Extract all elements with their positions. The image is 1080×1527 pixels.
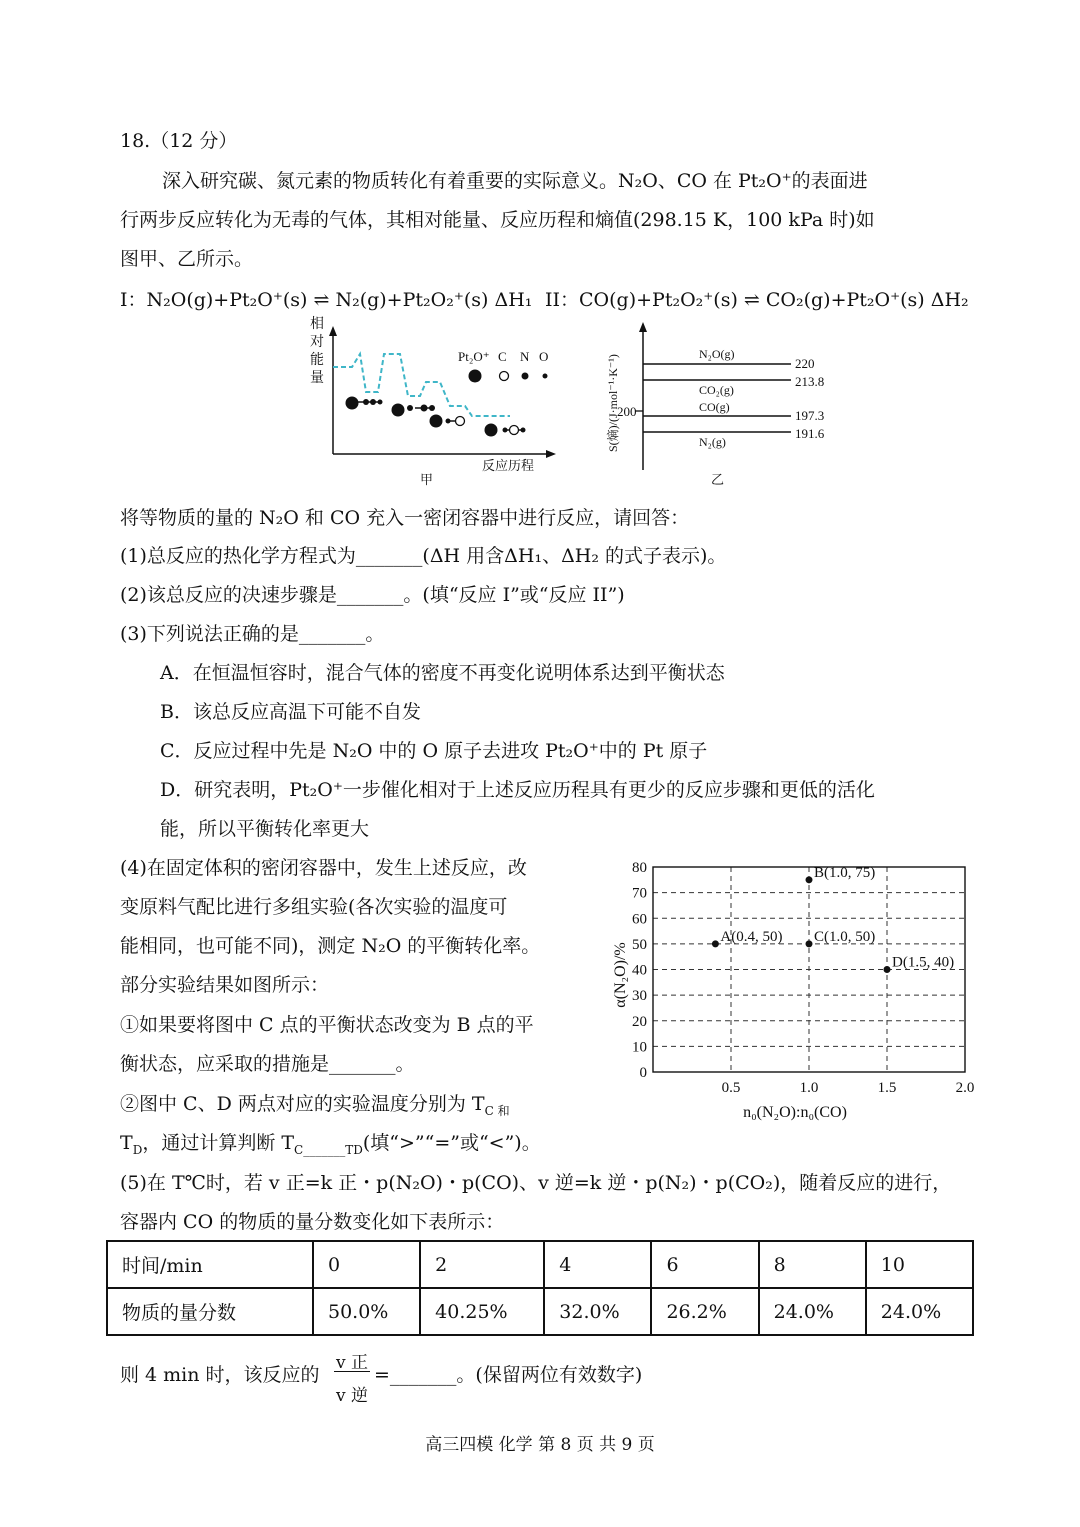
table-cell: 50.0%	[313, 1288, 420, 1335]
q4-line-6: 衡状态，应采取的措施是_______。	[120, 1053, 415, 1075]
q4-line-8: $T_D$，通过计算判断 $T_{C\_\_\_\_\_\_\_TD}$(填“>”“=”或“<”)。	[120, 1132, 541, 1157]
yi-ylabel: S(熵)/(J·mol⁻¹·K⁻¹)	[606, 354, 620, 452]
y-tick-label: 60	[632, 911, 647, 928]
y-tick-label: 80	[632, 860, 647, 876]
option-d-line-1: D．研究表明，Pt₂O⁺一步催化相对于上述反应历程具有更少的反应步骤和更低的活化	[160, 779, 875, 801]
table-cell: 24.0%	[759, 1288, 866, 1335]
yi-species-co2: CO₂(g)	[699, 383, 734, 397]
y-tick-label: 0	[639, 1065, 647, 1081]
reaction-1: I：N₂O(g)+Pt₂O⁺(s) ⇌ N₂(g)+Pt₂O₂⁺(s) ΔH₁	[120, 289, 533, 311]
jia-caption: 甲	[420, 472, 434, 487]
q4-line-1: (4)在固定体积的密闭容器中，发生上述反应，改	[120, 857, 527, 879]
yi-species-n2: N₂(g)	[699, 435, 726, 449]
jia-ylabel-char: 对	[310, 335, 324, 350]
point-label: D(1.5, 40)	[892, 954, 955, 971]
q4-line-2: 变原料气配比进行多组实验(各次实验的温度可	[120, 896, 508, 918]
option-b: B．该总反应高温下可能不自发	[160, 701, 421, 723]
yi-value-220: 220	[795, 356, 815, 371]
yi-species-co: CO(g)	[699, 400, 730, 414]
data-point	[712, 940, 719, 947]
question-2: (2)该总反应的决速步骤是_______。(填“反应 I”或“反应 II”)	[120, 584, 625, 606]
yi-y-arrow	[639, 322, 647, 332]
intro-line-1: 深入研究碳、氮元素的物质转化有着重要的实际意义。N₂O、CO 在 Pt₂O⁺的表面进	[162, 170, 868, 192]
pt2o-icon	[469, 370, 482, 383]
mole-fraction-table	[106, 1240, 974, 1336]
nitrogen-atom-icon	[522, 373, 529, 380]
data-point	[806, 876, 813, 883]
table-cell: 0	[313, 1241, 420, 1288]
table-cell: 8	[759, 1241, 866, 1288]
jia-legend-n: N	[520, 349, 530, 364]
y-tick-label: 50	[632, 936, 647, 953]
x-tick-label: 1.5	[877, 1080, 897, 1096]
jia-species-4	[485, 424, 526, 437]
scatter-chart	[605, 855, 990, 1125]
y-tick-label: 40	[632, 962, 647, 979]
x-tick-label: 2.0	[955, 1080, 975, 1096]
jia-legend-o: O	[539, 349, 549, 364]
table-cell: 26.2%	[651, 1288, 758, 1335]
q4-line-5: ①如果要将图中 C 点的平衡状态改变为 B 点的平	[120, 1014, 534, 1036]
yi-value-213-8: 213.8	[795, 374, 825, 389]
y-axis-label: α(N₂O)/%	[612, 942, 629, 1008]
yi-tick-200: 200	[617, 404, 637, 419]
jia-ylabel-char: 相	[310, 317, 324, 332]
option-c: C．反应过程中先是 N₂O 中的 O 原子去进攻 Pt₂O⁺中的 Pt 原子	[160, 740, 708, 762]
fraction-numerator: v 正	[336, 1353, 369, 1373]
point-label: B(1.0, 75)	[814, 864, 876, 881]
table-cell: 24.0%	[866, 1288, 973, 1335]
question-number: 18.（12 分）	[120, 130, 238, 152]
table-row	[107, 1241, 973, 1288]
jia-species-2	[392, 404, 436, 417]
intro-line-2: 行两步反应转化为无毒的气体，其相对能量、反应历程和熵值(298.15 K，100 kPa 时)如	[120, 209, 875, 231]
option-a: A．在恒温恒容时，混合气体的密度不再变化说明体系达到平衡状态	[160, 662, 725, 684]
jia-legend-pt2o: Pt₂O⁺	[458, 349, 490, 364]
table-cell: 32.0%	[544, 1288, 651, 1335]
table-row	[107, 1288, 973, 1335]
q4-line-4: 部分实验结果如图所示：	[120, 974, 330, 996]
jia-species-3	[430, 415, 465, 428]
jia-ylabel-char: 能	[310, 353, 324, 368]
question-3: (3)下列说法正确的是_______。	[120, 623, 385, 645]
data-point	[806, 940, 813, 947]
table-cell: 40.25%	[420, 1288, 544, 1335]
y-tick-label: 20	[632, 1013, 647, 1030]
carbon-atom-icon	[500, 372, 509, 381]
yi-value-191-6: 191.6	[795, 426, 825, 441]
point-label: A(0.4, 50)	[720, 928, 783, 945]
question-1: (1)总反应的热化学方程式为_______(ΔH 用含ΔH₁、ΔH₂ 的式子表示)。	[120, 545, 727, 567]
fraction-bar	[334, 1371, 370, 1372]
oxygen-atom-icon	[543, 374, 548, 379]
table-cell: 物质的量分数	[107, 1288, 313, 1335]
prompt: 将等物质的量的 N₂O 和 CO 充入一密闭容器中进行反应，请回答：	[120, 507, 690, 529]
table-cell: 4	[544, 1241, 651, 1288]
option-d-line-2: 能，所以平衡转化率更大	[160, 818, 370, 840]
y-tick-label: 30	[632, 988, 647, 1005]
table-cell: 时间/min	[107, 1241, 313, 1288]
q5-ask-prefix: 则 4 min 时，该反应的	[120, 1364, 320, 1386]
table-cell: 2	[420, 1241, 544, 1288]
table-cell: 6	[651, 1241, 758, 1288]
x-tick-label: 0.5	[721, 1080, 741, 1096]
q5-line-2: 容器内 CO 的物质的量分数变化如下表所示：	[120, 1211, 505, 1233]
data-point	[884, 966, 891, 973]
yi-species-n2o: N₂O(g)	[699, 347, 735, 361]
table-cell: 10	[866, 1241, 973, 1288]
page-footer: 高三四模 化学 第 8 页 共 9 页	[425, 1435, 655, 1455]
jia-legend-c: C	[498, 349, 507, 364]
intro-line-3: 图甲、乙所示。	[120, 248, 254, 270]
jia-y-arrow	[329, 326, 337, 336]
point-label: C(1.0, 50)	[814, 928, 876, 945]
jia-x-arrow	[546, 450, 556, 458]
q4-line-3: 能相同，也可能不同)，测定 N₂O 的平衡转化率。	[120, 935, 541, 957]
jia-ylabel-char: 量	[310, 371, 324, 386]
q5-ask-suffix: =_______。(保留两位有效数字)	[374, 1364, 643, 1386]
fraction-denominator: v 逆	[336, 1386, 369, 1406]
q4-line-7: ②图中 C、D 两点对应的实验温度分别为 $T_{C 和}$	[120, 1093, 510, 1118]
y-tick-label: 70	[632, 885, 647, 902]
y-tick-label: 10	[632, 1039, 647, 1056]
figure-yi	[595, 312, 845, 492]
yi-value-197-3: 197.3	[795, 408, 825, 423]
jia-xlabel: 反应历程	[482, 458, 535, 473]
x-axis-label: n₀(N₂O):n₀(CO)	[743, 1104, 847, 1121]
yi-caption: 乙	[711, 472, 725, 487]
x-tick-label: 1.0	[799, 1080, 819, 1096]
q5-line-1: (5)在 T℃时，若 v 正=k 正・p(N₂O)・p(CO)、v 逆=k 逆・p(N₂)・p(CO₂)，随着反应的进行，	[120, 1172, 952, 1194]
figure-jia	[300, 312, 570, 492]
reaction-2: II：CO(g)+Pt₂O₂⁺(s) ⇌ CO₂(g)+Pt₂O⁺(s) ΔH₂	[545, 289, 969, 311]
jia-species-1	[346, 397, 383, 410]
